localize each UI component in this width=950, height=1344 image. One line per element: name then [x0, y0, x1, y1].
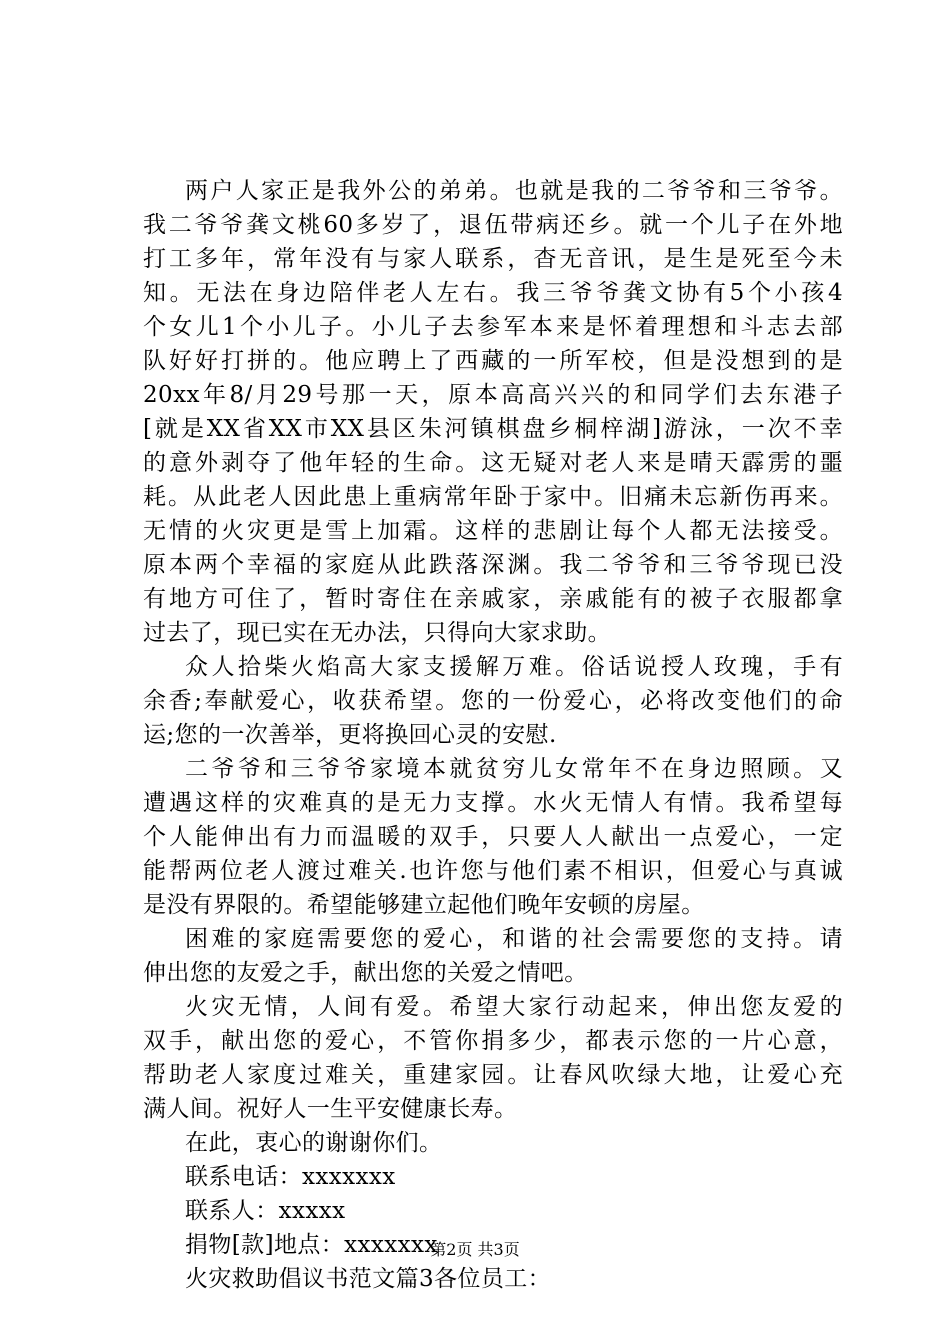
- text-line: 满人间。祝好人一生平安健康长寿。: [143, 1096, 518, 1122]
- text-line: 在此，衷心的谢谢你们。: [185, 1130, 443, 1156]
- text-line: 两户人家正是我外公的弟弟。也就是我的二爷爷和三爷爷。: [185, 178, 843, 204]
- text-line: 个女儿1个小儿子。小儿子去参军本来是怀着理想和斗志去部: [143, 314, 843, 340]
- text-line: 二爷爷和三爷爷家境本就贫穷儿女常年不在身边照顾。又: [185, 756, 843, 782]
- text-line: 耗。从此老人因此患上重病常年卧于家中。旧痛未忘新伤再来。: [143, 484, 843, 510]
- text-line: 众人拾柴火焰高大家支援解万难。俗话说授人玫瑰，手有: [185, 654, 843, 680]
- text-line: 运;您的一次善举，更将换回心灵的安慰.: [143, 722, 557, 748]
- contact-person-line: 联系人：xxxxx: [185, 1198, 346, 1224]
- text-line: 个人能伸出有力而温暖的双手，只要人人献出一点爱心，一定: [143, 824, 843, 850]
- text-line: 双手，献出您的爱心，不管你捐多少，都表示您的一片心意，: [143, 1028, 843, 1054]
- text-line: 无情的火灾更是雪上加霜。这样的悲剧让每个人都无法接受。: [143, 518, 843, 544]
- text-line: 有地方可住了，暂时寄住在亲戚家，亲戚能有的被子衣服都拿: [143, 586, 843, 612]
- text-line: 原本两个幸福的家庭从此跌落深渊。我二爷爷和三爷爷现已没: [143, 552, 843, 578]
- text-line: 伸出您的友爱之手，献出您的关爱之情吧。: [143, 960, 588, 986]
- text-line: 帮助老人家度过难关，重建家园。让春风吹绿大地，让爱心充: [143, 1062, 843, 1088]
- text-line: 过去了，现已实在无办法，只得向大家求助。: [143, 620, 611, 646]
- text-line: 火灾无情，人间有爱。希望大家行动起来，伸出您友爱的: [185, 994, 843, 1020]
- text-line: 遭遇这样的灾难真的是无力支撑。水火无情人有情。我希望每: [143, 790, 843, 816]
- text-line: 20xx年8/月29号那一天，原本高高兴兴的和同学们去东港子: [143, 382, 843, 408]
- text-line: 的意外剥夺了他年轻的生命。这无疑对老人来是晴天霹雳的噩: [143, 450, 843, 476]
- text-line: 我二爷爷龚文桃60多岁了，退伍带病还乡。就一个儿子在外地: [143, 212, 843, 238]
- document-body: [143, 174, 843, 1296]
- page-number-footer: 第2页 共3页: [430, 1240, 520, 1259]
- contact-phone-line: 联系电话：xxxxxxx: [185, 1164, 396, 1190]
- text-line: 困难的家庭需要您的爱心，和谐的社会需要您的支持。请: [185, 926, 843, 952]
- text-line: 能帮两位老人渡过难关.也许您与他们素不相识，但爱心与真诚: [143, 858, 843, 884]
- text-line: 余香;奉献爱心，收获希望。您的一份爱心，必将改变他们的命: [143, 688, 843, 714]
- text-line: [就是XX省XX市XX县区朱河镇棋盘乡桐梓湖]游泳，一次不幸: [143, 416, 843, 442]
- text-line: 是没有界限的。希望能够建立起他们晚年安顿的房屋。: [143, 892, 705, 918]
- section-heading-line: 火灾救助倡议书范文篇3各位员工：: [185, 1266, 552, 1292]
- text-line: 打工多年，常年没有与家人联系，杳无音讯，是生是死至今未: [143, 246, 843, 272]
- donation-location-line: 捐物[款]地点：xxxxxxx: [185, 1232, 438, 1258]
- text-line: 知。无法在身边陪伴老人左右。我三爷爷龚文协有5个小孩4: [143, 280, 843, 306]
- text-line: 队好好打拼的。他应聘上了西藏的一所军校，但是没想到的是: [143, 348, 843, 374]
